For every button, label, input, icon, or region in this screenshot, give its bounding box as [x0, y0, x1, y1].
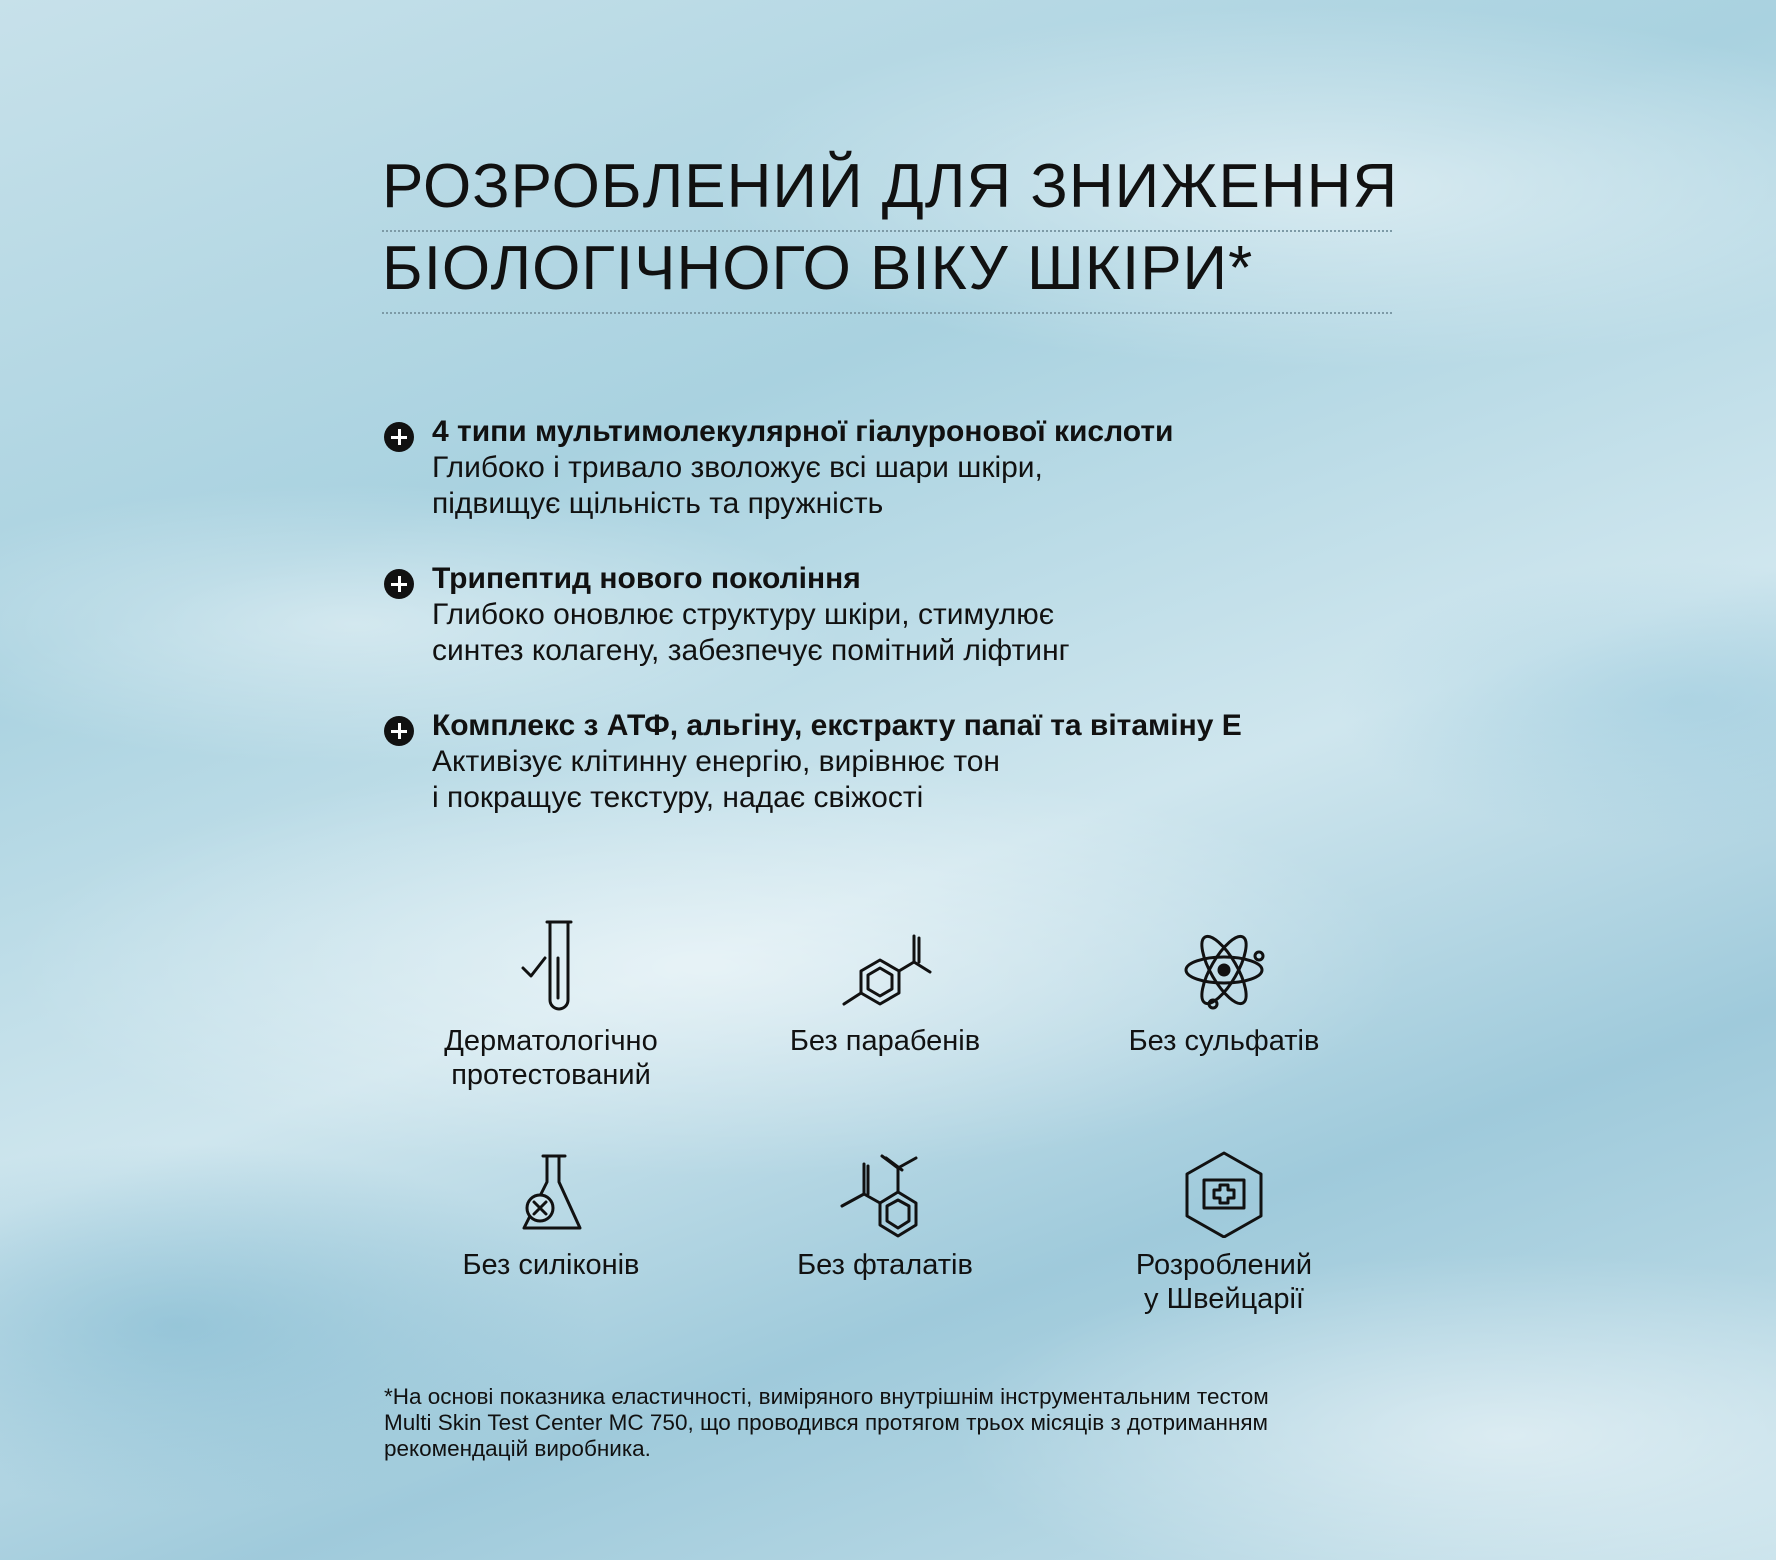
- test-tube-check-icon: [501, 918, 601, 1014]
- badge-label: Розроблений у Швейцарії: [1135, 1249, 1313, 1315]
- feature-item-hyaluronic: [384, 414, 1344, 522]
- badge-no-sulfates: [1074, 926, 1374, 1058]
- plus-circle-icon: [384, 422, 414, 452]
- badge-label: Без парабенів: [789, 1025, 981, 1057]
- badge-dermatologically-tested: [401, 918, 701, 1092]
- feature-list: [384, 414, 1344, 855]
- feature-description: Активізує клітинну енергію, вирівнює тон і покращує текстуру, надає свіжості: [432, 745, 1000, 814]
- feature-description: Глибоко і тривало зволожує всі шари шкіри, підвищує щільність та пружність: [432, 451, 1043, 520]
- plus-circle-icon: [384, 716, 414, 746]
- flask-cross-icon: [506, 1150, 596, 1238]
- swiss-hexagon-icon: [1179, 1150, 1269, 1238]
- atom-icon: [1179, 926, 1269, 1014]
- feature-title: Комплекс з АТФ, альгіну, екстракту папаї та вітаміну Е: [432, 709, 1242, 742]
- badge-no-parabens: [735, 926, 1035, 1058]
- title-line-2: БІОЛОГІЧНОГО ВІКУ ШКІРИ*: [382, 232, 1392, 314]
- badge-label: Без силіконів: [462, 1249, 640, 1281]
- badge-label: Без фталатів: [797, 1249, 973, 1281]
- badge-no-phthalates: [735, 1148, 1035, 1282]
- footnote: *На основі показника еластичності, виміряного внутрішнім інструментальним тестом Multi Skin Test Center MC 750, що проводився протягом трьох місяців з дотриманням рекомендацій виробника.: [384, 1384, 1269, 1461]
- feature-description: Глибоко оновлює структуру шкіри, стимулює синтез колагену, забезпечує помітний ліфтинг: [432, 598, 1070, 667]
- page-title: [382, 150, 1399, 314]
- feature-title: 4 типи мультимолекулярної гіалуронової кислоти: [432, 415, 1174, 448]
- badge-no-silicones: [401, 1150, 701, 1282]
- feature-item-atp-complex: [384, 708, 1344, 816]
- phthalate-molecule-icon: [830, 1148, 940, 1238]
- title-line-1: РОЗРОБЛЕНИЙ ДЛЯ ЗНИЖЕННЯ: [382, 150, 1392, 232]
- paraben-molecule-icon: [830, 926, 940, 1014]
- badge-developed-in-switzerland: [1074, 1150, 1374, 1316]
- badge-label: Дерматологічно протестований: [444, 1025, 658, 1091]
- badge-label: Без сульфатів: [1128, 1025, 1320, 1057]
- feature-item-tripeptide: [384, 561, 1344, 669]
- plus-circle-icon: [384, 569, 414, 599]
- feature-title: Трипептид нового покоління: [432, 562, 861, 595]
